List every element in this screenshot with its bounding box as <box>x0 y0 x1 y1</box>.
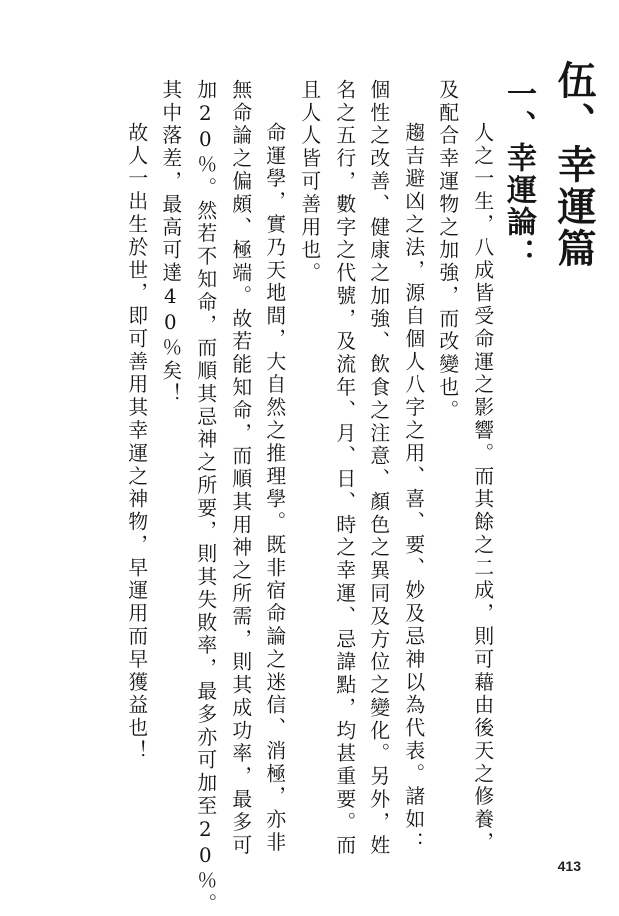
text-line: 其中落差，最高可達40％矣！ <box>158 79 182 406</box>
page-number: 413 <box>557 858 581 874</box>
text-line: 人之一生，八成皆受命運之影響。而其餘之二成，則可藉由後天之修養， <box>470 122 494 855</box>
text-line: 加20％。然若不知命，而順其忌神之所要，則其失敗率，最多亦可加至20％。 <box>193 79 217 916</box>
text-line: 命運學，實乃天地間，大自然之推理學。既非宿命論之迷信、消極，亦非 <box>262 122 286 855</box>
chapter-title: 伍、幸運篇 <box>551 60 596 270</box>
text-line: 名之五行，數字之代號，及流年、月、日、時之幸運、忌諱點，均甚重要。而 <box>332 79 356 858</box>
text-line: 個性之改善、健康之加強、飲食之注意、顏色之異同及方位之變化。另外，姓 <box>366 79 390 858</box>
text-line: 及配合幸運物之加強，而改變也。 <box>435 79 459 423</box>
text-line: 趨吉避凶之法，源自個人八字之用、喜、要、妙及忌神以為代表。諸如： <box>401 122 425 855</box>
text-line: 無命論之偏頗、極端。故若能知命，而順其用神之所需，則其成功率，最多可 <box>228 79 252 858</box>
section-title: 一、幸運論： <box>501 78 536 270</box>
text-line: 故人一出生於世，即可善用其幸運之神物，早運用而早獲益也！ <box>124 122 148 763</box>
text-line: 且人人皆可善用也。 <box>297 79 321 286</box>
